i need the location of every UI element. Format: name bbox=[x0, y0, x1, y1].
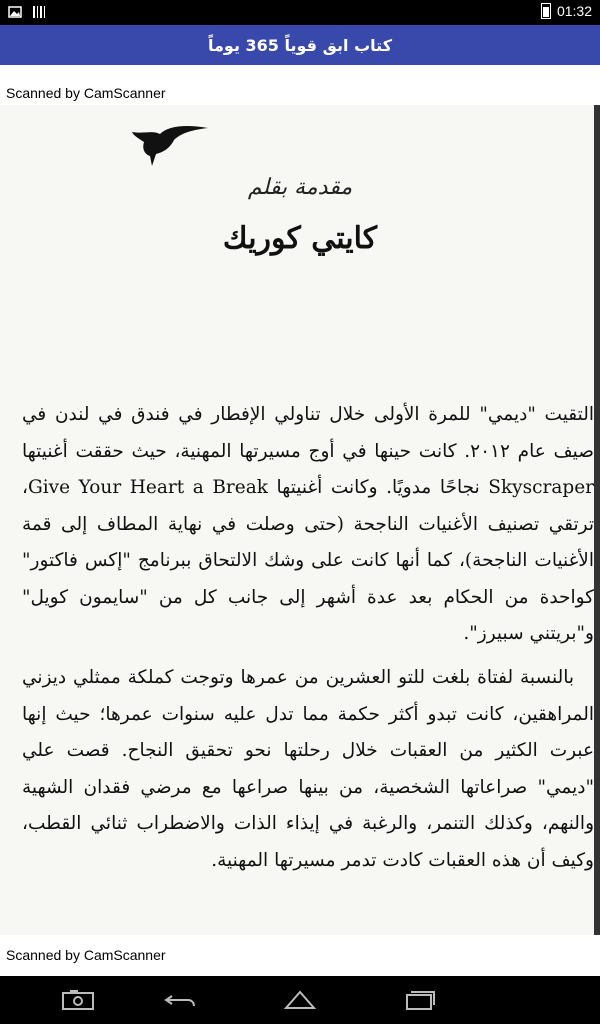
status-bar bbox=[0, 0, 600, 25]
back-icon[interactable] bbox=[162, 988, 198, 1012]
home-icon[interactable] bbox=[282, 988, 318, 1012]
watermark-top: Scanned by CamScanner bbox=[6, 85, 166, 101]
paragraph-2: بالنسبة لفتاة بلغت للتو العشرين من عمرها وتوجت كملكة ممثلي ديزني المراهقين، كانت تبدو أكثر حكمة مما تدل عليه سنوات عمرها؛ حيث إنها عبرت الكثير من العقبات خلال رحلتها نحو تحقيق النجاح. قصت علي "ديمي" صراعاتها الشخصية، من بينها صراعها مع مرضي فقدان الشهية والنهم، وكذلك التنمر، والرغبة في إيذاء الذات والاضطراب ثنائي القطب، وكيف أن هذه العقبات كادت تدمر مسيرتها المهنية. bbox=[22, 667, 594, 871]
paragraph-1: التقيت "ديمي" للمرة الأولى خلال تناولي الإفطار في فندق في لندن في صيف عام ٢٠١٢. كانت حينها في أوج مسيرتها المهنية، حيث حققت أغنيتها Skyscraper نجاحًا مدويًا. وكانت أغنيتها Give Your Heart a Break، ترتقي تصنيف الأغنيات الناجحة (حتى وصلت في نهاية المطاف إلى قمة الأغنيات الناجحة)، كما أنها كانت على وشك الالتحاق ببرنامج "إكس فاكتور" كواحدة من الحكام بعد عدة أشهر إلى جانب كل من "سايمون كويل" و"بريتني سبيرز". bbox=[22, 404, 594, 644]
app-bar bbox=[0, 25, 600, 65]
recents-icon[interactable] bbox=[402, 988, 438, 1012]
screenshot-icon[interactable] bbox=[60, 988, 96, 1012]
battery-icon bbox=[541, 3, 551, 19]
navigation-bar bbox=[0, 976, 600, 1024]
author-name: كايتي كوريك bbox=[222, 221, 378, 256]
book-page-view[interactable] bbox=[0, 65, 600, 976]
intro-heading: مقدمة بقلم bbox=[247, 175, 353, 200]
bird-icon bbox=[130, 120, 210, 170]
image-notification-icon bbox=[8, 5, 22, 19]
status-time: 01:32 bbox=[556, 3, 592, 19]
barcode-notification-icon bbox=[32, 5, 46, 19]
watermark-bottom: Scanned by CamScanner bbox=[6, 947, 166, 963]
scanned-page bbox=[0, 105, 600, 935]
app-title: كتاب ابق قوياً 365 يوماً bbox=[208, 35, 393, 55]
